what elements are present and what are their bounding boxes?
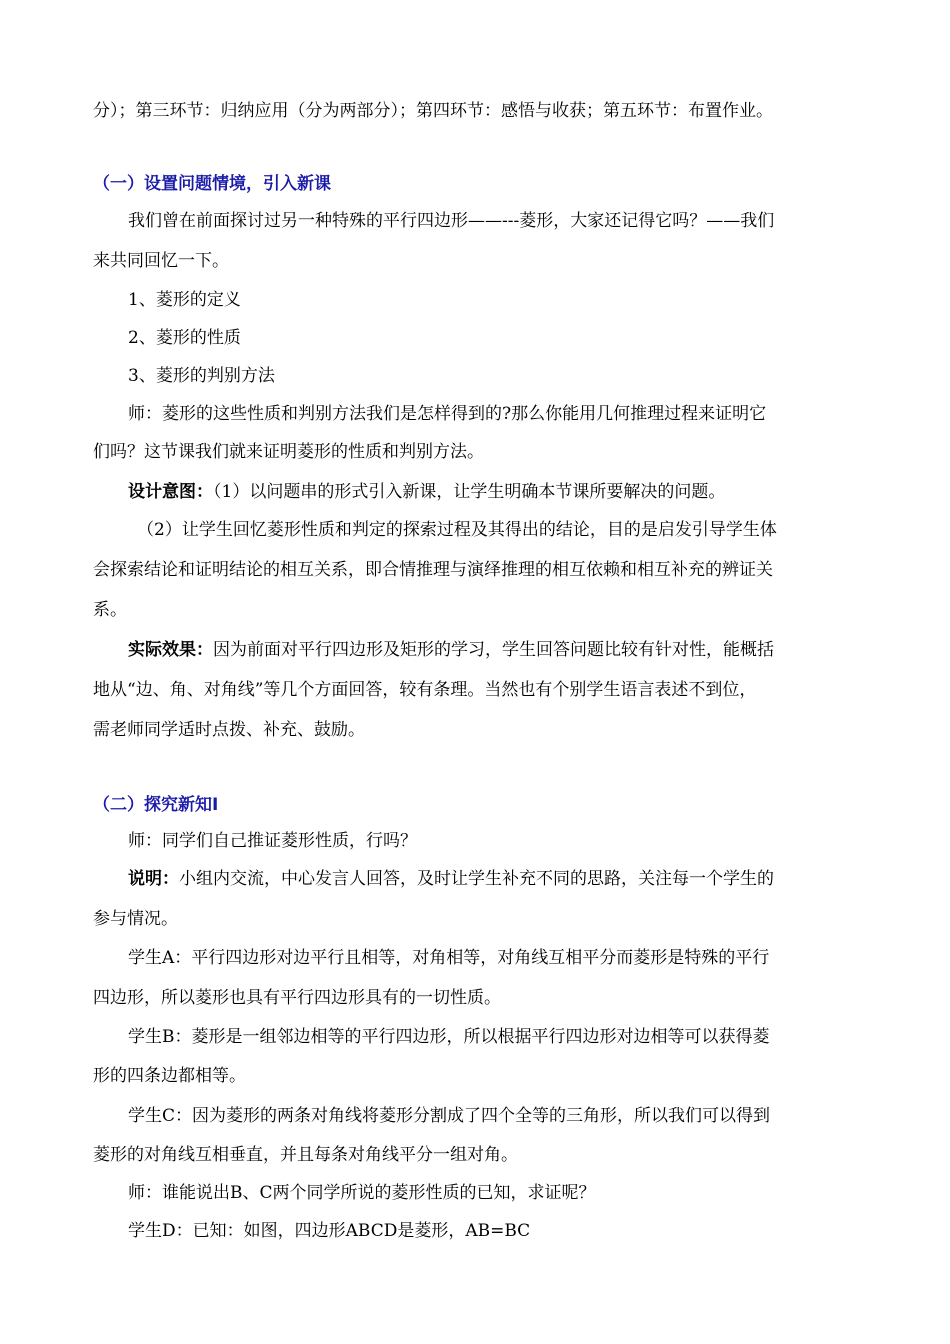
studentA-line2: 四边形，所以菱形也具有平行四边形具有的一切性质。	[93, 988, 501, 1008]
design2-line1: （2）让学生回忆菱形性质和判定的探索过程及其得出的结论，目的是启发引导学生体	[137, 520, 777, 540]
note-line2: 参与情况。	[93, 909, 178, 929]
list-item: 3、菱形的判别方法	[128, 366, 275, 386]
note-text: 小组内交流，中心发言人回答，及时让学生补充不同的思路，关注每一个学生的	[179, 869, 774, 889]
design-intent-line	[128, 480, 873, 504]
studentD-line: 学生D：已知：如图，四边形ABCD是菱形，AB=BC	[128, 1221, 531, 1241]
effect-line3: 需老师同学适时点拨、补充、鼓励。	[93, 720, 365, 740]
studentC-line1: 学生C：因为菱形的两条对角线将菱形分割成了四个全等的三角形，所以我们可以得到	[128, 1106, 771, 1126]
design-intent-text: （1）以问题串的形式引入新课，让学生明确本节课所要解决的问题。	[213, 482, 726, 502]
note-label: 说明：	[128, 869, 179, 889]
teacher1-line: 师：同学们自己推证菱形性质，行吗？	[128, 831, 417, 851]
studentB-line1: 学生B：菱形是一组邻边相等的平行四边形，所以根据平行四边形对边相等可以获得菱	[128, 1027, 770, 1047]
teacher-line1: 师：菱形的这些性质和判别方法我们是怎样得到的?那么你能用几何推理过程来证明它	[128, 404, 767, 424]
section1-intro-line1: 我们曾在前面探讨过另一种特殊的平行四边形——---菱形，大家还记得它吗？——我们	[128, 211, 775, 231]
section1-intro-line2: 来共同回忆一下。	[93, 251, 229, 271]
design2-line2: 会探索结论和证明结论的相互关系，即合情推理与演绎推理的相互依赖和相互补充的辨证关	[93, 560, 773, 580]
design-intent-label: 设计意图：	[128, 482, 213, 502]
list-item: 1、菱形的定义	[128, 290, 241, 310]
note-line1	[128, 867, 873, 891]
effect-label: 实际效果：	[128, 640, 213, 660]
section2-heading: （二）探究新知Ⅰ	[93, 795, 219, 815]
studentC-line2: 菱形的对角线互相垂直，并且每条对角线平分一组对角。	[93, 1145, 518, 1165]
effect-line1	[128, 638, 873, 662]
studentB-line2: 形的四条边都相等。	[93, 1066, 246, 1086]
teacher2-line: 师：谁能说出B、C两个同学所说的菱形性质的已知，求证呢？	[128, 1183, 596, 1203]
studentA-line1: 学生A：平行四边形对边平行且相等，对角相等，对角线互相平分而菱形是特殊的平行	[128, 948, 770, 968]
section1-heading: （一）设置问题情境，引入新课	[93, 174, 331, 194]
top-line: 分）；第三环节：归纳应用（分为两部分）；第四环节：感悟与收获；第五环节：布置作业。	[93, 101, 773, 121]
effect-text: 因为前面对平行四边形及矩形的学习，学生回答问题比较有针对性，能概括	[213, 640, 774, 660]
effect-line2: 地从“边、角、对角线”等几个方面回答，较有条理。当然也有个别学生语言表述不到位，	[93, 680, 757, 700]
design2-line3: 系。	[93, 600, 127, 620]
list-item: 2、菱形的性质	[128, 328, 241, 348]
teacher-line2: 们吗？这节课我们就来证明菱形的性质和判别方法。	[93, 442, 484, 462]
